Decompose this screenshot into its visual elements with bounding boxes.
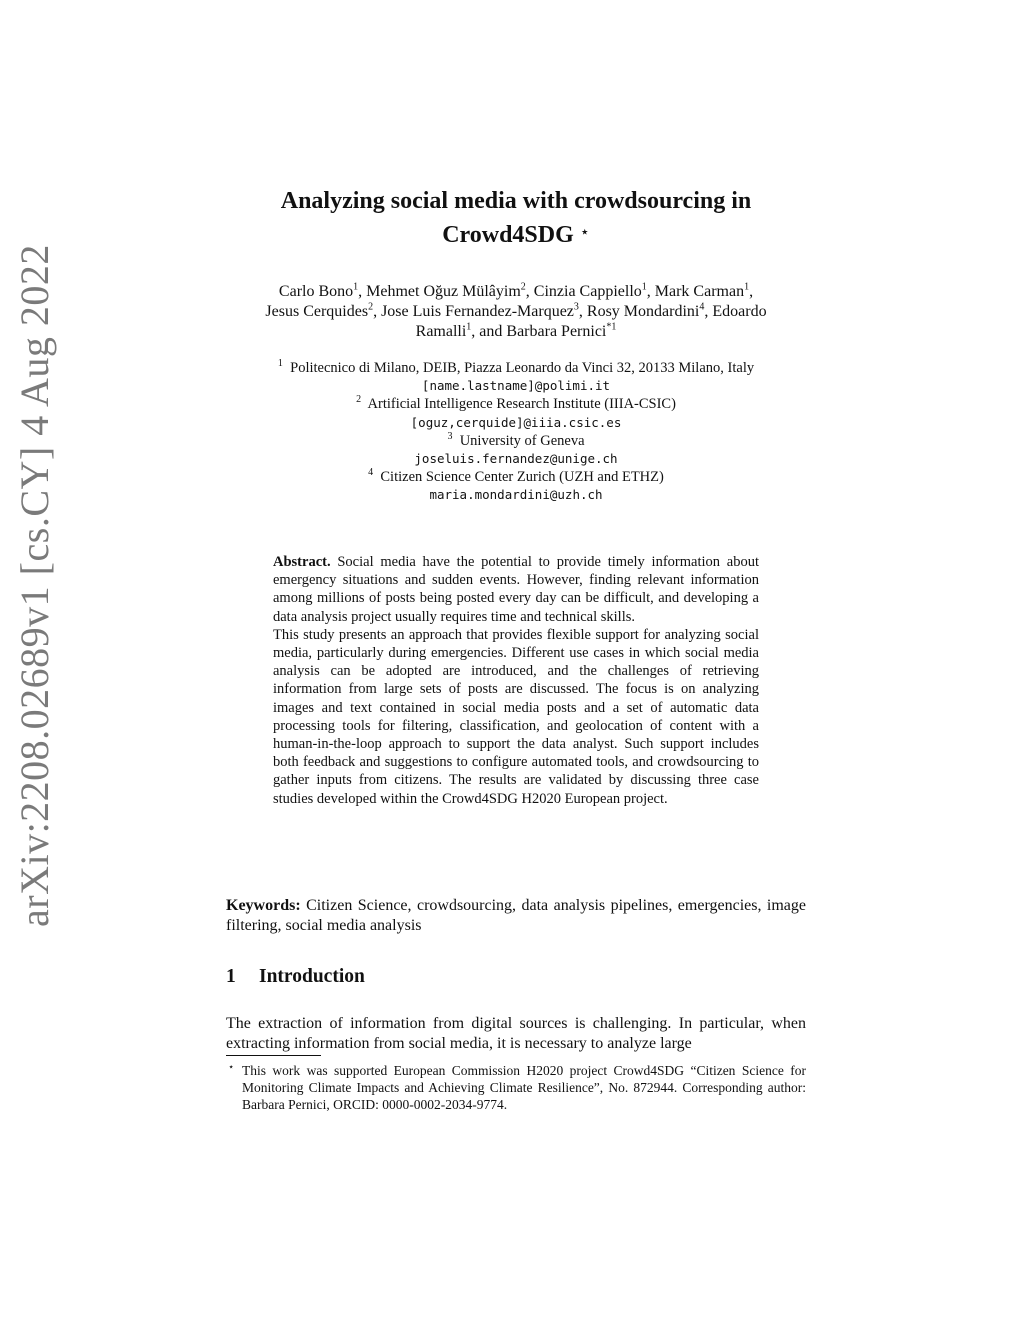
title-footnote-mark: ⋆: [579, 224, 590, 241]
author-name: Mark Carman: [654, 283, 745, 300]
author-separator: ,: [704, 303, 713, 320]
affiliation-text: University of Geneva: [459, 432, 585, 449]
affiliation-text: Citizen Science Center Zurich (UZH and ETHZ): [380, 469, 664, 486]
title-line-2: [226, 217, 806, 251]
author-affiliation-mark: 1: [744, 281, 750, 293]
author-affiliation-mark: 2: [368, 301, 374, 313]
author-name: Mehmet Oğuz Mülâyim: [366, 283, 521, 300]
keywords-text: Citizen Science, crowdsourcing, data analysis pipelines, emergencies, image filtering, social media analysis: [226, 897, 807, 934]
footnote-mark: ⋆: [228, 1062, 235, 1073]
affiliation-1: [226, 359, 806, 377]
affiliation-list: [226, 359, 806, 505]
author-line-3: [226, 322, 806, 342]
footnote-text: This work was supported European Commission H2020 project Crowd4SDG “Citizen Science for Monitoring Climate Impacts and Achieving Climate Resilience”, No. 872944. Corresponding author: Barbara Pernici, ORCID: 0000-0002-2034-9774.: [242, 1063, 806, 1112]
footnote: [226, 1062, 806, 1113]
affiliation-3: [226, 432, 806, 450]
author-name: Cinzia Cappiello: [533, 283, 642, 300]
author-list: [226, 282, 806, 342]
affiliation-4: [226, 468, 806, 486]
affiliation-text: Politecnico di Milano, DEIB, Piazza Leonardo da Vinci 32, 20133 Milano, Italy: [290, 360, 755, 376]
affiliation-number: 3: [447, 430, 453, 442]
author-name: Ramalli: [415, 323, 467, 340]
author-separator: ,: [578, 303, 587, 320]
author-name: Edoardo: [712, 303, 767, 320]
affiliation-number: 4: [368, 467, 374, 479]
abstract: [273, 553, 759, 808]
abstract-paragraph-1: [273, 553, 759, 626]
affiliation-2: [226, 395, 806, 413]
introduction-paragraph: The extraction of information from digital sources is challenging. In particular, when extracting information from social media, it is necessary to analyze large: [226, 1015, 806, 1052]
author-name: Carlo Bono: [278, 283, 354, 300]
affiliation-email: [name.lastname]@polimi.it: [421, 378, 611, 394]
title-line-2-text: Crowd4SDG: [442, 222, 574, 248]
keywords-label: Keywords:: [226, 897, 301, 914]
author-affiliation-mark: 1: [353, 281, 359, 293]
author-affiliation-mark: *1: [606, 321, 617, 333]
author-name: Rosy Mondardini: [586, 303, 700, 320]
affiliation-text: Artificial Intelligence Research Institute (IIIA-CSIC): [367, 396, 676, 413]
footnote-divider: [226, 1055, 321, 1056]
keywords: [226, 896, 806, 936]
affiliation-email: [oguz,cerquide]@iiia.csic.es: [410, 414, 622, 430]
author-line-1: [226, 282, 806, 302]
author-affiliation-mark: 1: [641, 281, 647, 293]
author-affiliation-mark: 3: [573, 301, 579, 313]
author-name: Jose Luis Fernandez-Marquez: [381, 303, 574, 320]
author-separator: ,: [358, 283, 367, 300]
paper-title: [226, 186, 806, 251]
author-line-2: [226, 302, 806, 322]
arxiv-identifier: arXiv:2208.02689v1 [cs.CY] 4 Aug 2022: [12, 244, 57, 927]
title-line-1: Analyzing social media with crowdsourcing in: [280, 188, 752, 214]
section-heading-introduction: [226, 964, 806, 990]
abstract-label: Abstract.: [273, 554, 331, 570]
affiliation-email: joseluis.fernandez@unige.ch: [414, 451, 618, 467]
section-number: 1: [226, 966, 236, 987]
author-affiliation-mark: 2: [520, 281, 526, 293]
author-affiliation-mark: 1: [466, 321, 472, 333]
author-separator: ,: [373, 303, 382, 320]
author-separator: ,: [525, 283, 534, 300]
abstract-paragraph-2: This study presents an approach that provides flexible support for analyzing social media, particularly during emergencies. Different use cases in which social media analysis can be adopted are introduced, and the challenges of retrieving information from large sets of posts are discussed. The focus is on analyzing images and text contained in social media posts and a set of automatic data processing tools for filtering, classification, and geolocation of content with a human-in-the-loop approach to support the data analyst. Such support includes both feedback and suggestions to configure automated tools, and crowdsourcing to gather inputs from citizens. The results are validated by discussing three case studies developed within the Crowd4SDG H2020 European project.: [273, 626, 759, 807]
author-separator: ,: [749, 283, 754, 300]
author-name: Jesus Cerquides: [265, 303, 369, 320]
abstract-text-1: Social media have the potential to provide timely information about emergency situations and sudden events. However, finding relevant information among millions of posts being posted every day can be difficult, and developing a data analysis project usually requires time and technical skills.: [273, 554, 759, 625]
section-title: Introduction: [259, 966, 365, 987]
affiliation-number: 2: [356, 394, 362, 406]
author-separator: ,: [646, 283, 655, 300]
affiliation-number: 1: [277, 358, 283, 370]
author-separator: , and: [471, 323, 507, 340]
affiliation-email: maria.mondardini@uzh.ch: [429, 487, 603, 503]
author-affiliation-mark: 4: [699, 301, 705, 313]
author-name: Barbara Pernici: [506, 323, 607, 340]
